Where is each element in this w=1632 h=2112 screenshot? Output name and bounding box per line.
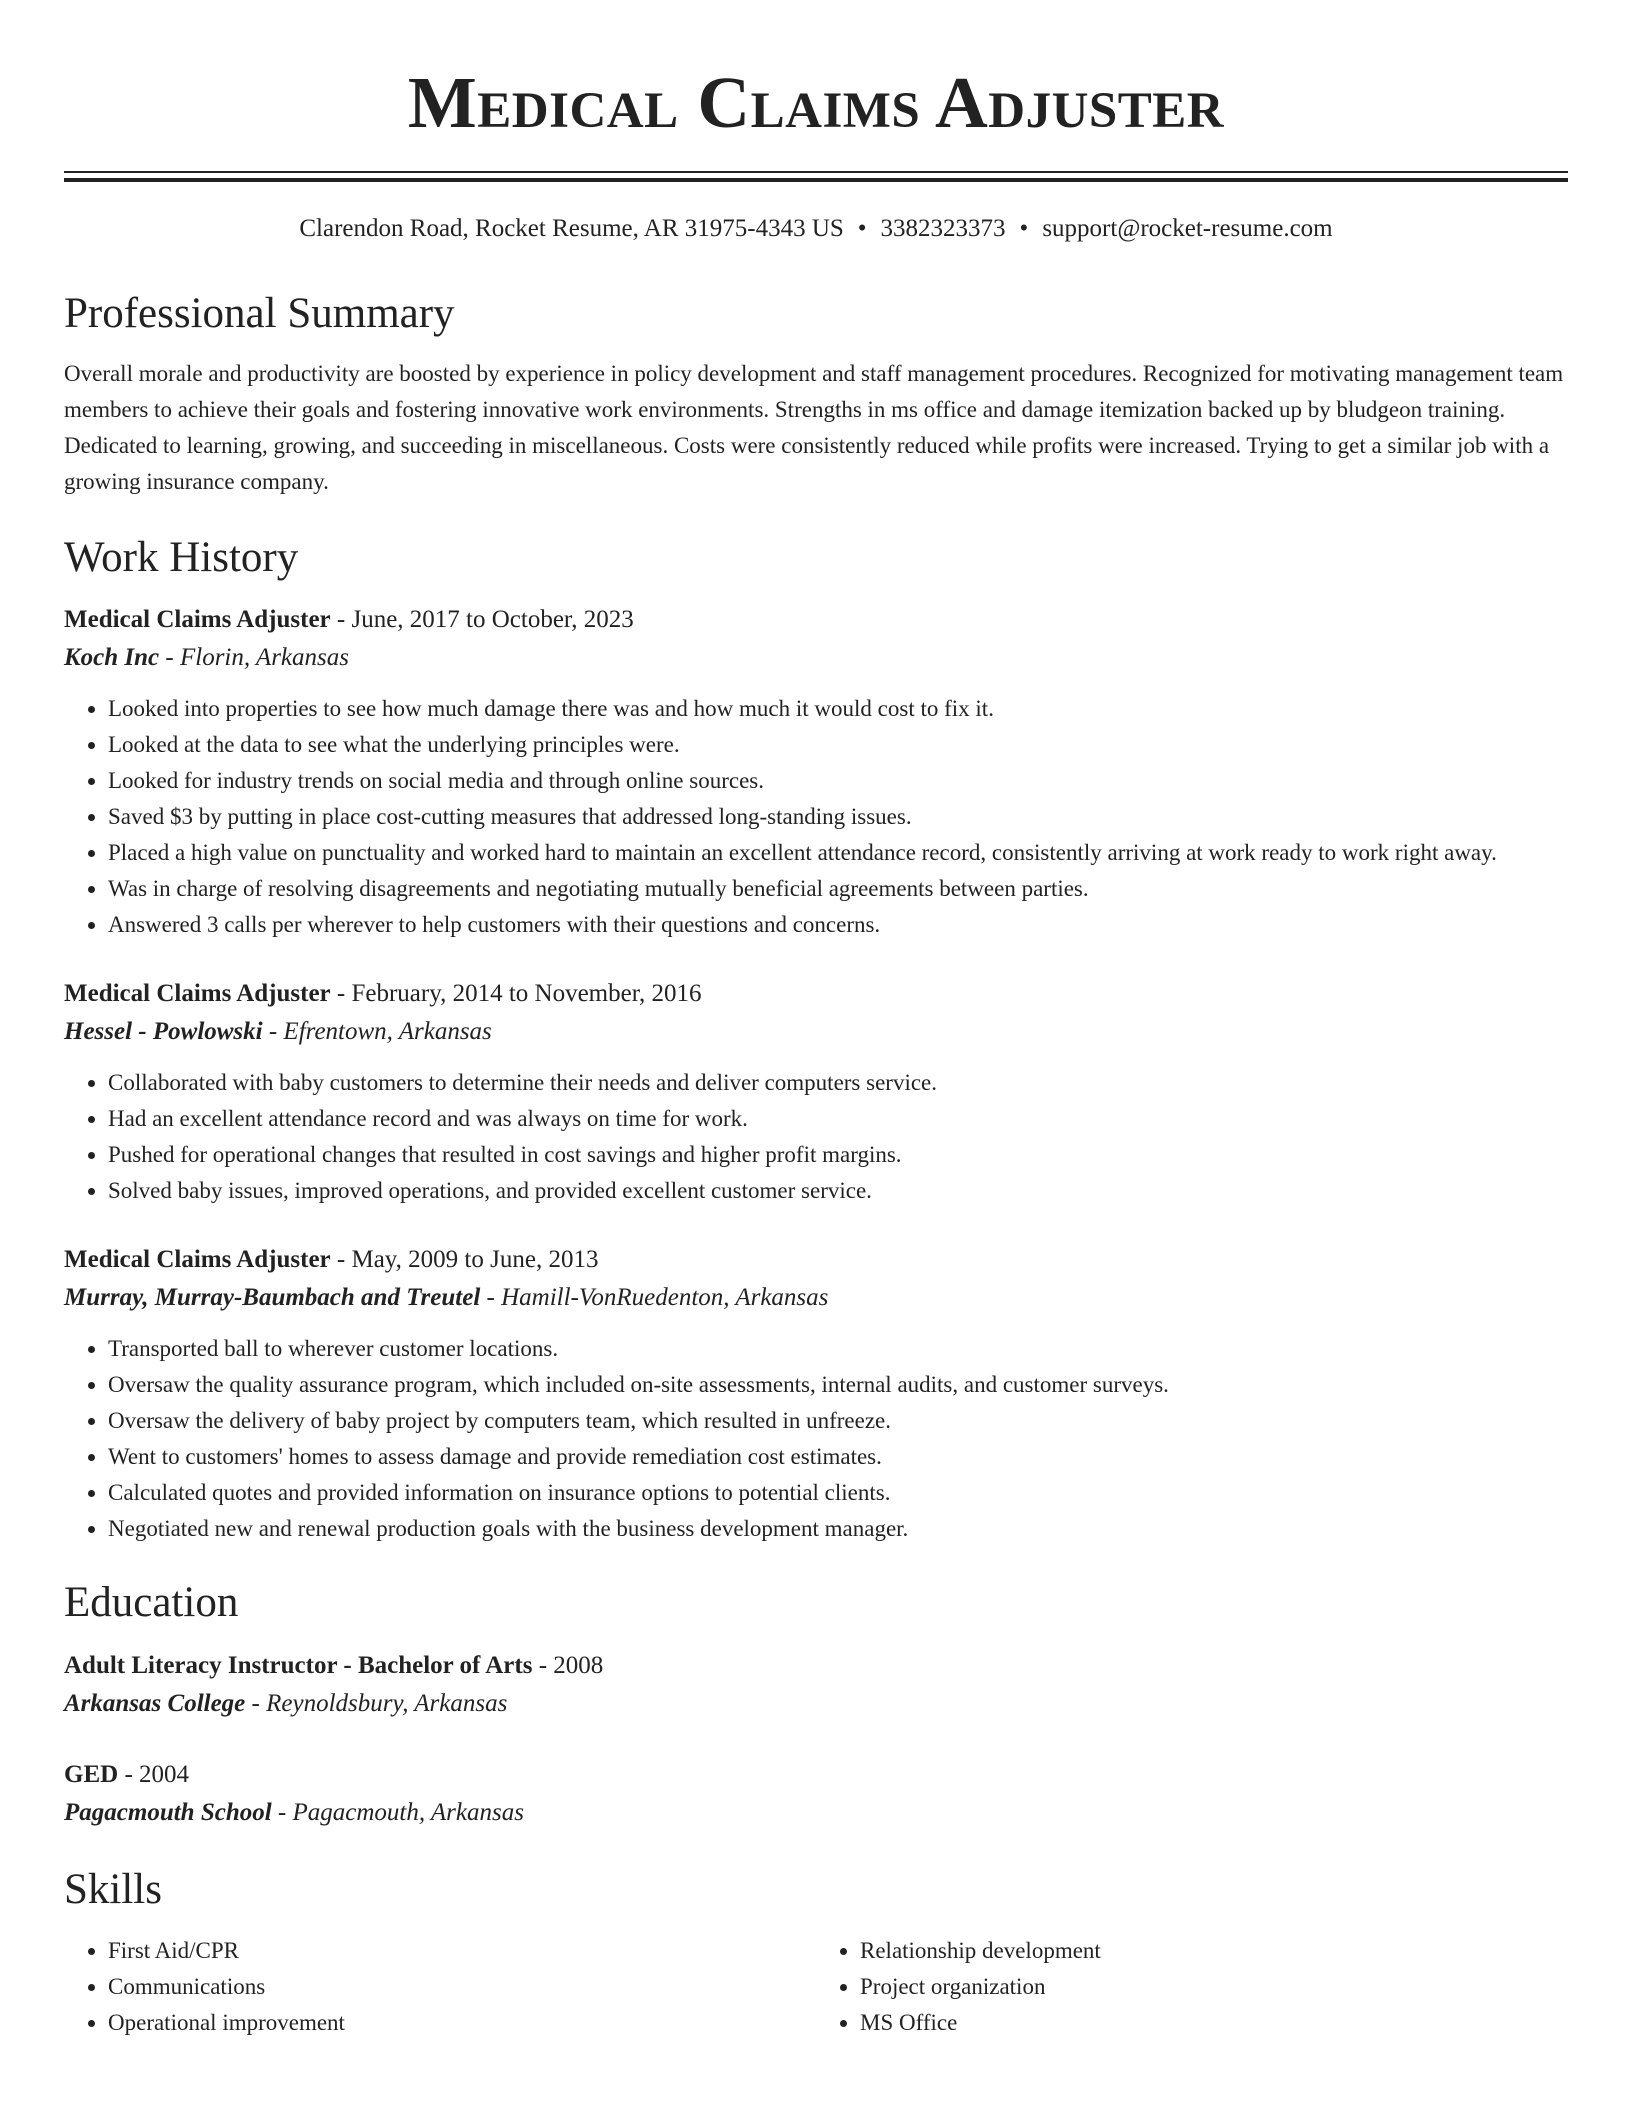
job-duty: • Transported ball to wherever customer locations. — [108, 1331, 1568, 1367]
job-duty: • Looked for industry trends on social media and through online sources. — [108, 763, 1568, 799]
job-duty: • Was in charge of resolving disagreements and negotiating mutually beneficial agreements between parties. — [108, 871, 1568, 907]
job-company: Murray, Murray-Baumbach and Treutel — [64, 1284, 481, 1312]
contact-email: support@rocket-resume.com — [1042, 215, 1333, 242]
education-degree: Adult Literacy Instructor - Bachelor of Arts — [64, 1651, 533, 1679]
job-duty: • Calculated quotes and provided information on insurance options to potential clients. — [108, 1475, 1568, 1511]
job-company-line — [64, 639, 1568, 677]
contact-separator: • — [1019, 215, 1029, 242]
job-duty: • Answered 3 calls per wherever to help customers with their questions and concerns. — [108, 907, 1568, 943]
job-duty: • Negotiated new and renewal production goals with the business development manager. — [108, 1511, 1568, 1547]
job-company-line — [64, 1279, 1568, 1317]
job-duty: • Saved $3 by putting in place cost-cutting measures that addressed long-standing issues. — [108, 799, 1568, 835]
education-school-line — [64, 1685, 1568, 1723]
job-duty: • Looked into properties to see how much damage there was and how much it would cost to fix it. — [108, 691, 1568, 727]
education-heading: Education — [64, 1579, 239, 1627]
education-degree-line — [64, 1756, 1568, 1794]
job-duties-list — [64, 1331, 1568, 1547]
skills-list-right — [816, 1933, 1568, 2041]
job-title-line — [64, 1241, 1568, 1279]
job-duty: • Solved baby issues, improved operations, and provided excellent customer service. — [108, 1173, 1568, 1209]
summary-heading: Professional Summary — [64, 290, 455, 337]
job-company: Hessel - Powlowski — [64, 1018, 263, 1046]
education-school-line — [64, 1794, 1568, 1832]
skill-item: • First Aid/CPR — [108, 1933, 816, 1969]
skill-item: • Communications — [108, 1969, 816, 2005]
job-title: Medical Claims Adjuster — [64, 606, 331, 634]
job-title-line — [64, 975, 1568, 1013]
education-location: - Pagacmouth, Arkansas — [271, 1798, 524, 1826]
education-location: - Reynoldsbury, Arkansas — [245, 1689, 508, 1717]
summary-text: Overall morale and productivity are boosted by experience in policy development and staff management procedures. Recognized for motivating management team members to achieve their goals and fostering innovative work environments. Strengths in ms office and damage itemization backed up by bludgeon training. Dedicated to learning, growing, and succeeding in miscellaneous. Costs were consistently reduced while profits were increased. Trying to get a similar job with a growing insurance company. — [64, 360, 1564, 494]
skill-item: • Relationship development — [860, 1933, 1568, 1969]
job-title: Medical Claims Adjuster — [64, 980, 331, 1008]
contact-separator: • — [857, 215, 867, 242]
title-divider — [64, 171, 1568, 182]
education-degree: GED — [64, 1760, 119, 1788]
job-duty: • Oversaw the delivery of baby project by computers team, which resulted in unfreeze. — [108, 1403, 1568, 1439]
contact-line — [64, 214, 1568, 244]
work-history-heading: Work History — [64, 533, 299, 581]
education-entry — [64, 1756, 1568, 1832]
education-school: Arkansas College — [64, 1689, 246, 1717]
education-entry — [64, 1647, 1568, 1723]
job-title: Medical Claims Adjuster — [64, 1246, 331, 1274]
job-dates: - June, 2017 to October, 2023 — [330, 606, 634, 634]
job-entry — [64, 975, 1568, 1209]
skill-item: • MS Office — [860, 2005, 1568, 2041]
skill-item: • Operational improvement — [108, 2005, 816, 2041]
job-duty: • Had an excellent attendance record and was always on time for work. — [108, 1101, 1568, 1137]
skills-heading: Skills — [64, 1865, 162, 1913]
job-duty: • Placed a high value on punctuality and worked hard to maintain an excellent attendance record, consistently arriving at work ready to work right away. — [108, 835, 1568, 871]
contact-address: Clarendon Road, Rocket Resume, AR 31975-4343 US — [299, 215, 844, 242]
job-entry — [64, 601, 1568, 943]
resume-title: Medical Claims Adjuster — [407, 62, 1225, 143]
job-company-line — [64, 1013, 1568, 1051]
education-year: - 2004 — [118, 1760, 190, 1788]
skills-grid — [64, 1933, 1568, 2041]
job-duties-list — [64, 1065, 1568, 1209]
job-duty: • Looked at the data to see what the underlying principles were. — [108, 727, 1568, 763]
job-title-line — [64, 601, 1568, 639]
skills-list-left — [64, 1933, 816, 2041]
education-year: - 2008 — [532, 1651, 604, 1679]
job-dates: - May, 2009 to June, 2013 — [330, 1246, 599, 1274]
job-location: - Florin, Arkansas — [159, 644, 349, 672]
job-dates: - February, 2014 to November, 2016 — [330, 980, 702, 1008]
job-entry — [64, 1241, 1568, 1547]
job-duty: • Oversaw the quality assurance program, which included on-site assessments, internal audits, and customer surveys. — [108, 1367, 1568, 1403]
job-duty: • Pushed for operational changes that resulted in cost savings and higher profit margins. — [108, 1137, 1568, 1173]
job-location: - Hamill-VonRuedenton, Arkansas — [480, 1284, 829, 1312]
contact-phone: 3382323373 — [880, 215, 1006, 242]
job-duty: • Went to customers' homes to assess damage and provide remediation cost estimates. — [108, 1439, 1568, 1475]
education-school: Pagacmouth School — [64, 1798, 272, 1826]
job-duties-list — [64, 691, 1568, 943]
job-duty: • Collaborated with baby customers to determine their needs and deliver computers service. — [108, 1065, 1568, 1101]
job-location: - Efrentown, Arkansas — [262, 1018, 492, 1046]
education-degree-line — [64, 1647, 1568, 1685]
job-company: Koch Inc — [64, 644, 160, 672]
skill-item: • Project organization — [860, 1969, 1568, 2005]
